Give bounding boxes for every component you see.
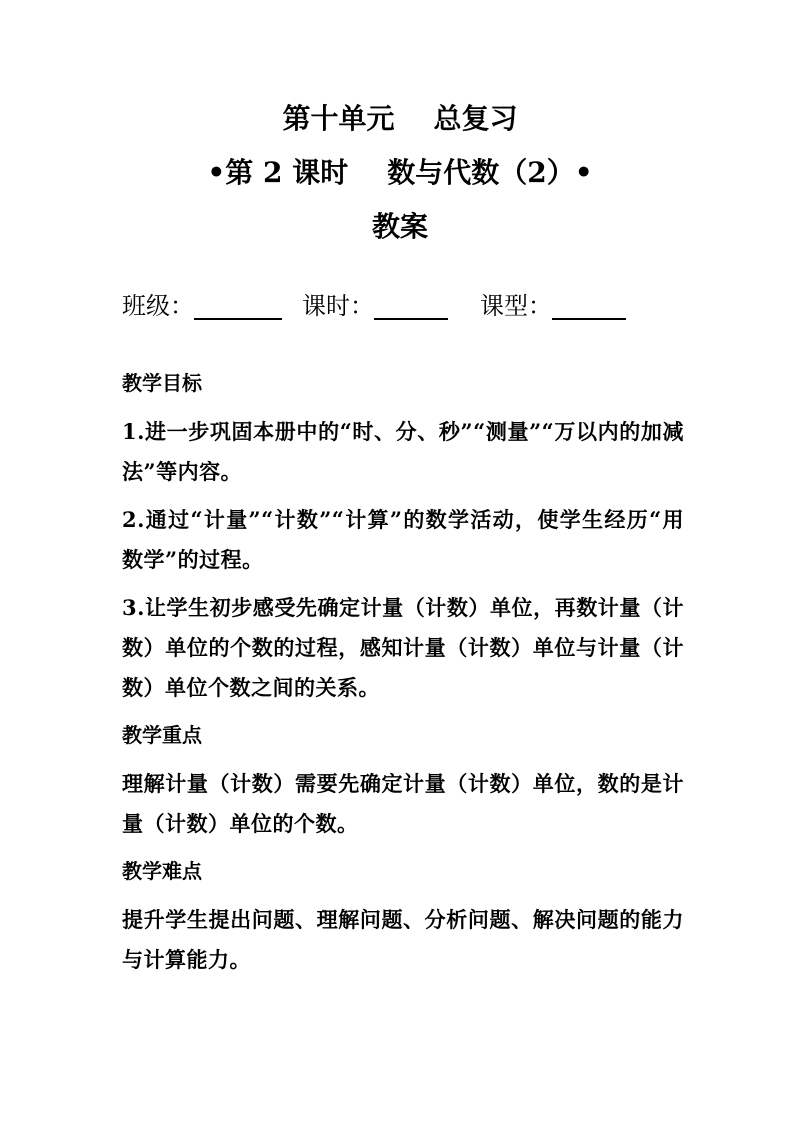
period-blank [374,290,448,320]
objective-item-3: 3.让学生初步感受先确定计量（计数）单位，再数计量（计数）单位的个数的过程，感知计量（计数）单位与计量（计数）单位个数之间的关系。 [122,595,684,700]
key-points-text: 理解计量（计数）需要先确定计量（计数）单位，数的是计量（计数）单位的个数。 [122,771,684,836]
lesson-title: •第 2 课时 数与代数（2）• [207,156,593,189]
difficulties-heading: 教学难点 [122,859,202,883]
objective-item-2: 2.通过“计量”“计数”“计算”的数学活动，使学生经历“用数学”的过程。 [122,507,684,572]
plan-title: 教案 [371,210,428,243]
period-label: 课时： [302,292,374,320]
objective-item-1: 1.进一步巩固本册中的“时、分、秒”“测量”“万以内的加减法”等内容。 [122,419,684,484]
difficulties-text: 提升学生提出问题、理解问题、分析问题、解决问题的能力与计算能力。 [122,907,684,972]
type-blank [552,290,626,320]
key-points-heading: 教学重点 [122,723,202,747]
lesson-content [122,364,684,980]
title-block [0,92,800,254]
meta-row [122,286,682,326]
class-label: 班级： [122,292,194,320]
objectives-heading: 教学目标 [122,371,202,395]
type-label: 课型： [480,292,552,320]
unit-title: 第十单元 总复习 [282,102,518,135]
class-blank [194,290,282,320]
